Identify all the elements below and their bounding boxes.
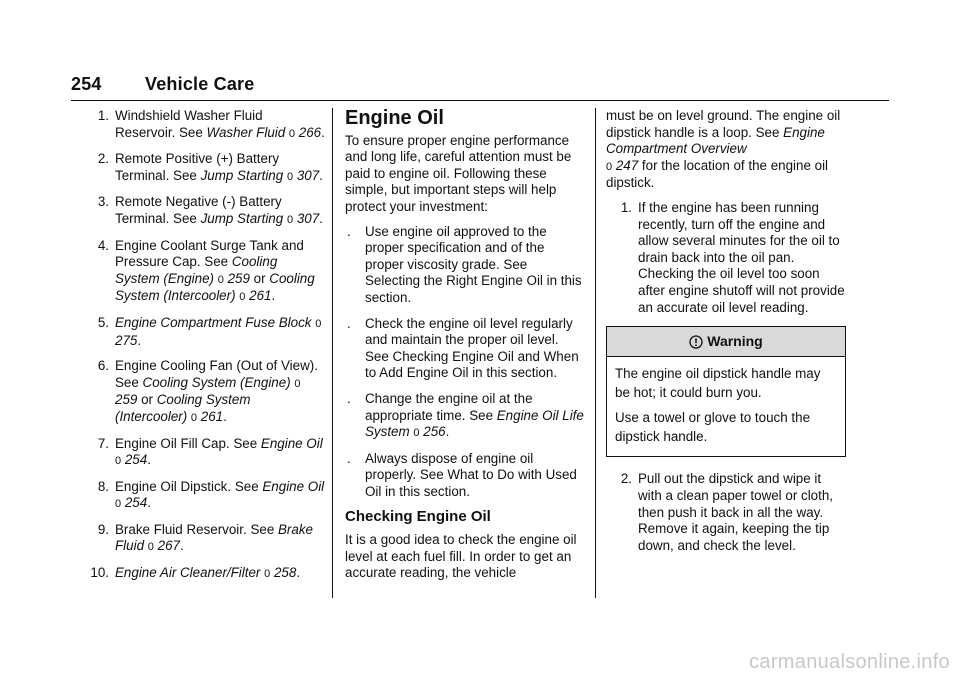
punctuation: .	[271, 288, 276, 304]
page-reference[interactable]: 275	[115, 332, 138, 348]
list-item	[97, 314, 325, 349]
engine-oil-column	[345, 108, 585, 590]
item-number: 3.	[97, 194, 109, 210]
bullet-text: Use engine oil approved to the proper specification and of the proper viscosity grade. See Selecting the Right Engine Oil in this section.	[365, 223, 582, 305]
punctuation: .	[445, 424, 450, 440]
item-number: 5.	[97, 314, 109, 330]
page-reference[interactable]: 266	[298, 124, 322, 140]
bullet-list	[345, 224, 585, 501]
warning-title: Warning	[707, 333, 763, 350]
paragraph-text: must be on level ground. The engine oil dipstick handle is a loop. See	[606, 108, 841, 140]
item-text-plain: Brake Fluid Reservoir. See	[115, 521, 278, 537]
punctuation: .	[321, 124, 325, 140]
item-text-plain: Windshield Washer Fluid Reservoir. See	[115, 108, 263, 140]
list-item	[97, 521, 325, 556]
list-item	[345, 451, 585, 501]
cross-reference-link[interactable]: Engine Air Cleaner/Filter	[115, 565, 261, 581]
list-item	[97, 237, 325, 306]
warning-header	[607, 327, 845, 357]
item-text-plain: Remote Negative (-) Battery Terminal. See	[115, 194, 282, 226]
page-reference[interactable]: 307	[296, 210, 320, 226]
punctuation: .	[319, 167, 323, 183]
checking-paragraph: It is a good idea to check the engine oil level at each fuel fill. In order to get an accurate reading, the vehicle	[345, 532, 577, 581]
cross-reference-link[interactable]: Washer Fluid	[206, 124, 286, 140]
list-item	[345, 316, 585, 382]
bullet: .	[347, 315, 351, 331]
punctuation: .	[319, 210, 323, 226]
page-reference-icon: 0	[239, 291, 246, 304]
page-reference[interactable]: 254	[124, 495, 148, 511]
step-number: 1.	[620, 199, 632, 215]
item-text	[115, 151, 325, 185]
cross-reference-link[interactable]: Engine Compartment Fuse Block	[115, 314, 312, 330]
item-text-plain: Engine Oil Fill Cap. See	[115, 435, 261, 451]
page-reference[interactable]: 259	[227, 270, 250, 286]
dipstick-column	[606, 108, 846, 563]
page-reference[interactable]: 247	[615, 157, 639, 173]
cross-reference-link[interactable]: Jump Starting	[200, 167, 284, 183]
item-number: 10.	[90, 565, 109, 581]
punctuation: .	[137, 332, 142, 348]
bullet: .	[347, 450, 351, 466]
subsection-heading: Checking Engine Oil	[345, 508, 491, 526]
column-divider	[595, 108, 596, 598]
warning-body	[607, 357, 845, 456]
cross-reference-link[interactable]: Brake Fluid	[115, 521, 313, 554]
paragraph-text: for the location of the engine oil dipstick.	[606, 157, 829, 191]
item-number: 1.	[97, 108, 109, 123]
watermark: carmanualsonline.info	[749, 651, 950, 673]
item-text	[115, 108, 325, 142]
item-text	[115, 194, 325, 228]
page-reference-icon: 0	[288, 127, 296, 140]
page-reference[interactable]: 256	[423, 424, 446, 440]
bullet-text: Always dispose of engine oil properly. See What to Do with Used Oil in this section.	[365, 450, 577, 499]
page-reference[interactable]: 254	[124, 452, 148, 468]
list-item	[97, 478, 325, 513]
page-number: 254	[71, 74, 102, 94]
column-divider	[332, 108, 333, 598]
page-reference-icon: 0	[217, 273, 224, 286]
punctuation: .	[147, 452, 151, 468]
item-number: 6.	[97, 358, 109, 374]
page-reference-icon: 0	[315, 317, 322, 330]
cross-reference-link[interactable]: Jump Starting	[200, 210, 284, 226]
cross-reference-link[interactable]: Cooling System (Intercooler)	[115, 392, 251, 424]
cross-reference-link[interactable]: Cooling System (Intercooler)	[115, 270, 315, 304]
bullet-text	[365, 391, 585, 442]
cross-reference-link[interactable]: Cooling System (Engine)	[142, 374, 291, 390]
page-reference[interactable]: 261	[249, 288, 272, 304]
conjunction: or	[249, 270, 270, 286]
cross-reference-link[interactable]: Engine Compartment Overview	[606, 124, 825, 157]
item-text-plain: Engine Coolant Surge Tank and Pressure Cap. See	[115, 237, 304, 270]
item-number: 4.	[97, 237, 109, 253]
punctuation: .	[223, 408, 227, 424]
list-item	[345, 224, 585, 307]
page-reference-icon: 0	[115, 455, 122, 468]
punctuation: .	[179, 538, 184, 554]
item-text	[115, 238, 325, 306]
page-reference[interactable]: 307	[296, 167, 320, 183]
list-item	[606, 200, 846, 316]
cross-reference-link[interactable]: Cooling System (Engine)	[115, 254, 278, 286]
item-text	[115, 358, 325, 426]
continued-paragraph	[606, 108, 846, 192]
item-number: 9.	[97, 521, 109, 537]
list-item	[90, 565, 325, 583]
cross-reference-link[interactable]: Engine Oil	[260, 435, 323, 451]
warning-icon	[689, 335, 703, 349]
cross-reference-link[interactable]: Engine Oil Life System	[365, 407, 584, 440]
step-list	[606, 200, 846, 316]
item-number: 2.	[97, 151, 109, 167]
warning-box	[606, 326, 846, 457]
item-text-plain: Engine Cooling Fan (Out of View). See	[115, 358, 318, 390]
bullet: .	[347, 223, 351, 239]
item-text	[115, 315, 325, 349]
list-item	[97, 194, 325, 228]
page-reference-icon: 0	[286, 213, 294, 226]
bullet-text-plain: Change the engine oil at the appropriate time. See	[365, 390, 533, 423]
bullet: .	[347, 390, 351, 406]
page-reference-icon: 0	[606, 160, 613, 173]
page-reference-icon: 0	[190, 411, 198, 424]
item-number: 7.	[97, 435, 109, 451]
page-reference-icon: 0	[294, 377, 301, 390]
cross-reference-link[interactable]: Engine Oil	[262, 478, 325, 494]
section-title: Vehicle Care	[145, 74, 255, 94]
punctuation: .	[147, 495, 151, 511]
component-legend-column	[75, 108, 325, 592]
list-item	[97, 108, 325, 142]
list-item	[97, 435, 325, 470]
component-list	[90, 108, 325, 583]
punctuation: .	[296, 565, 301, 581]
step-list	[606, 471, 846, 554]
step-text: Pull out the dipstick and wipe it with a clean paper towel or cloth, then push it back in all the way. Remove it again, keeping the tip down, and check the level.	[638, 471, 834, 553]
header-rule	[71, 100, 889, 101]
page-reference-icon: 0	[115, 498, 122, 511]
item-text	[115, 436, 325, 470]
page-reference-icon: 0	[286, 170, 294, 183]
conjunction: or	[137, 392, 157, 408]
page-reference-icon: 0	[413, 427, 420, 440]
item-text	[115, 565, 325, 583]
list-item	[97, 358, 325, 426]
page-reference-icon: 0	[147, 541, 154, 554]
page-header	[71, 74, 254, 95]
item-number: 8.	[97, 478, 109, 494]
item-text-plain: Engine Oil Dipstick. See	[115, 478, 263, 494]
page-reference[interactable]: 261	[200, 408, 224, 424]
list-item	[345, 391, 585, 442]
warning-text: Use a towel or glove to touch the dipstick handle.	[615, 409, 811, 444]
step-text: If the engine has been running recently, turn off the engine and allow several minutes for the oil to drain back into the oil pan. Checking the oil level too soon after engine shutoff will not provide an accurate oil level reading.	[638, 199, 845, 315]
step-number: 2.	[620, 471, 632, 487]
bullet-text: Check the engine oil level regularly and maintain the proper oil level. See Checking Engine Oil and When to Add Engine Oil in this section.	[365, 315, 579, 381]
page-reference-icon: 0	[264, 568, 271, 581]
item-text	[115, 479, 325, 513]
list-item	[606, 471, 846, 554]
page-reference[interactable]: 259	[115, 392, 138, 408]
item-text	[115, 522, 325, 556]
page-reference[interactable]: 267	[157, 538, 180, 554]
warning-text: The engine oil dipstick handle may be hot; it could burn you.	[615, 366, 821, 400]
item-text-plain: Remote Positive (+) Battery Terminal. See	[115, 151, 280, 183]
list-item	[97, 151, 325, 185]
page-reference[interactable]: 258	[273, 565, 297, 581]
intro-paragraph: To ensure proper engine performance and long life, careful attention must be paid to engine oil. Following these simple, but important steps will help protect your investment:	[345, 132, 572, 214]
section-heading: Engine Oil	[345, 107, 444, 129]
